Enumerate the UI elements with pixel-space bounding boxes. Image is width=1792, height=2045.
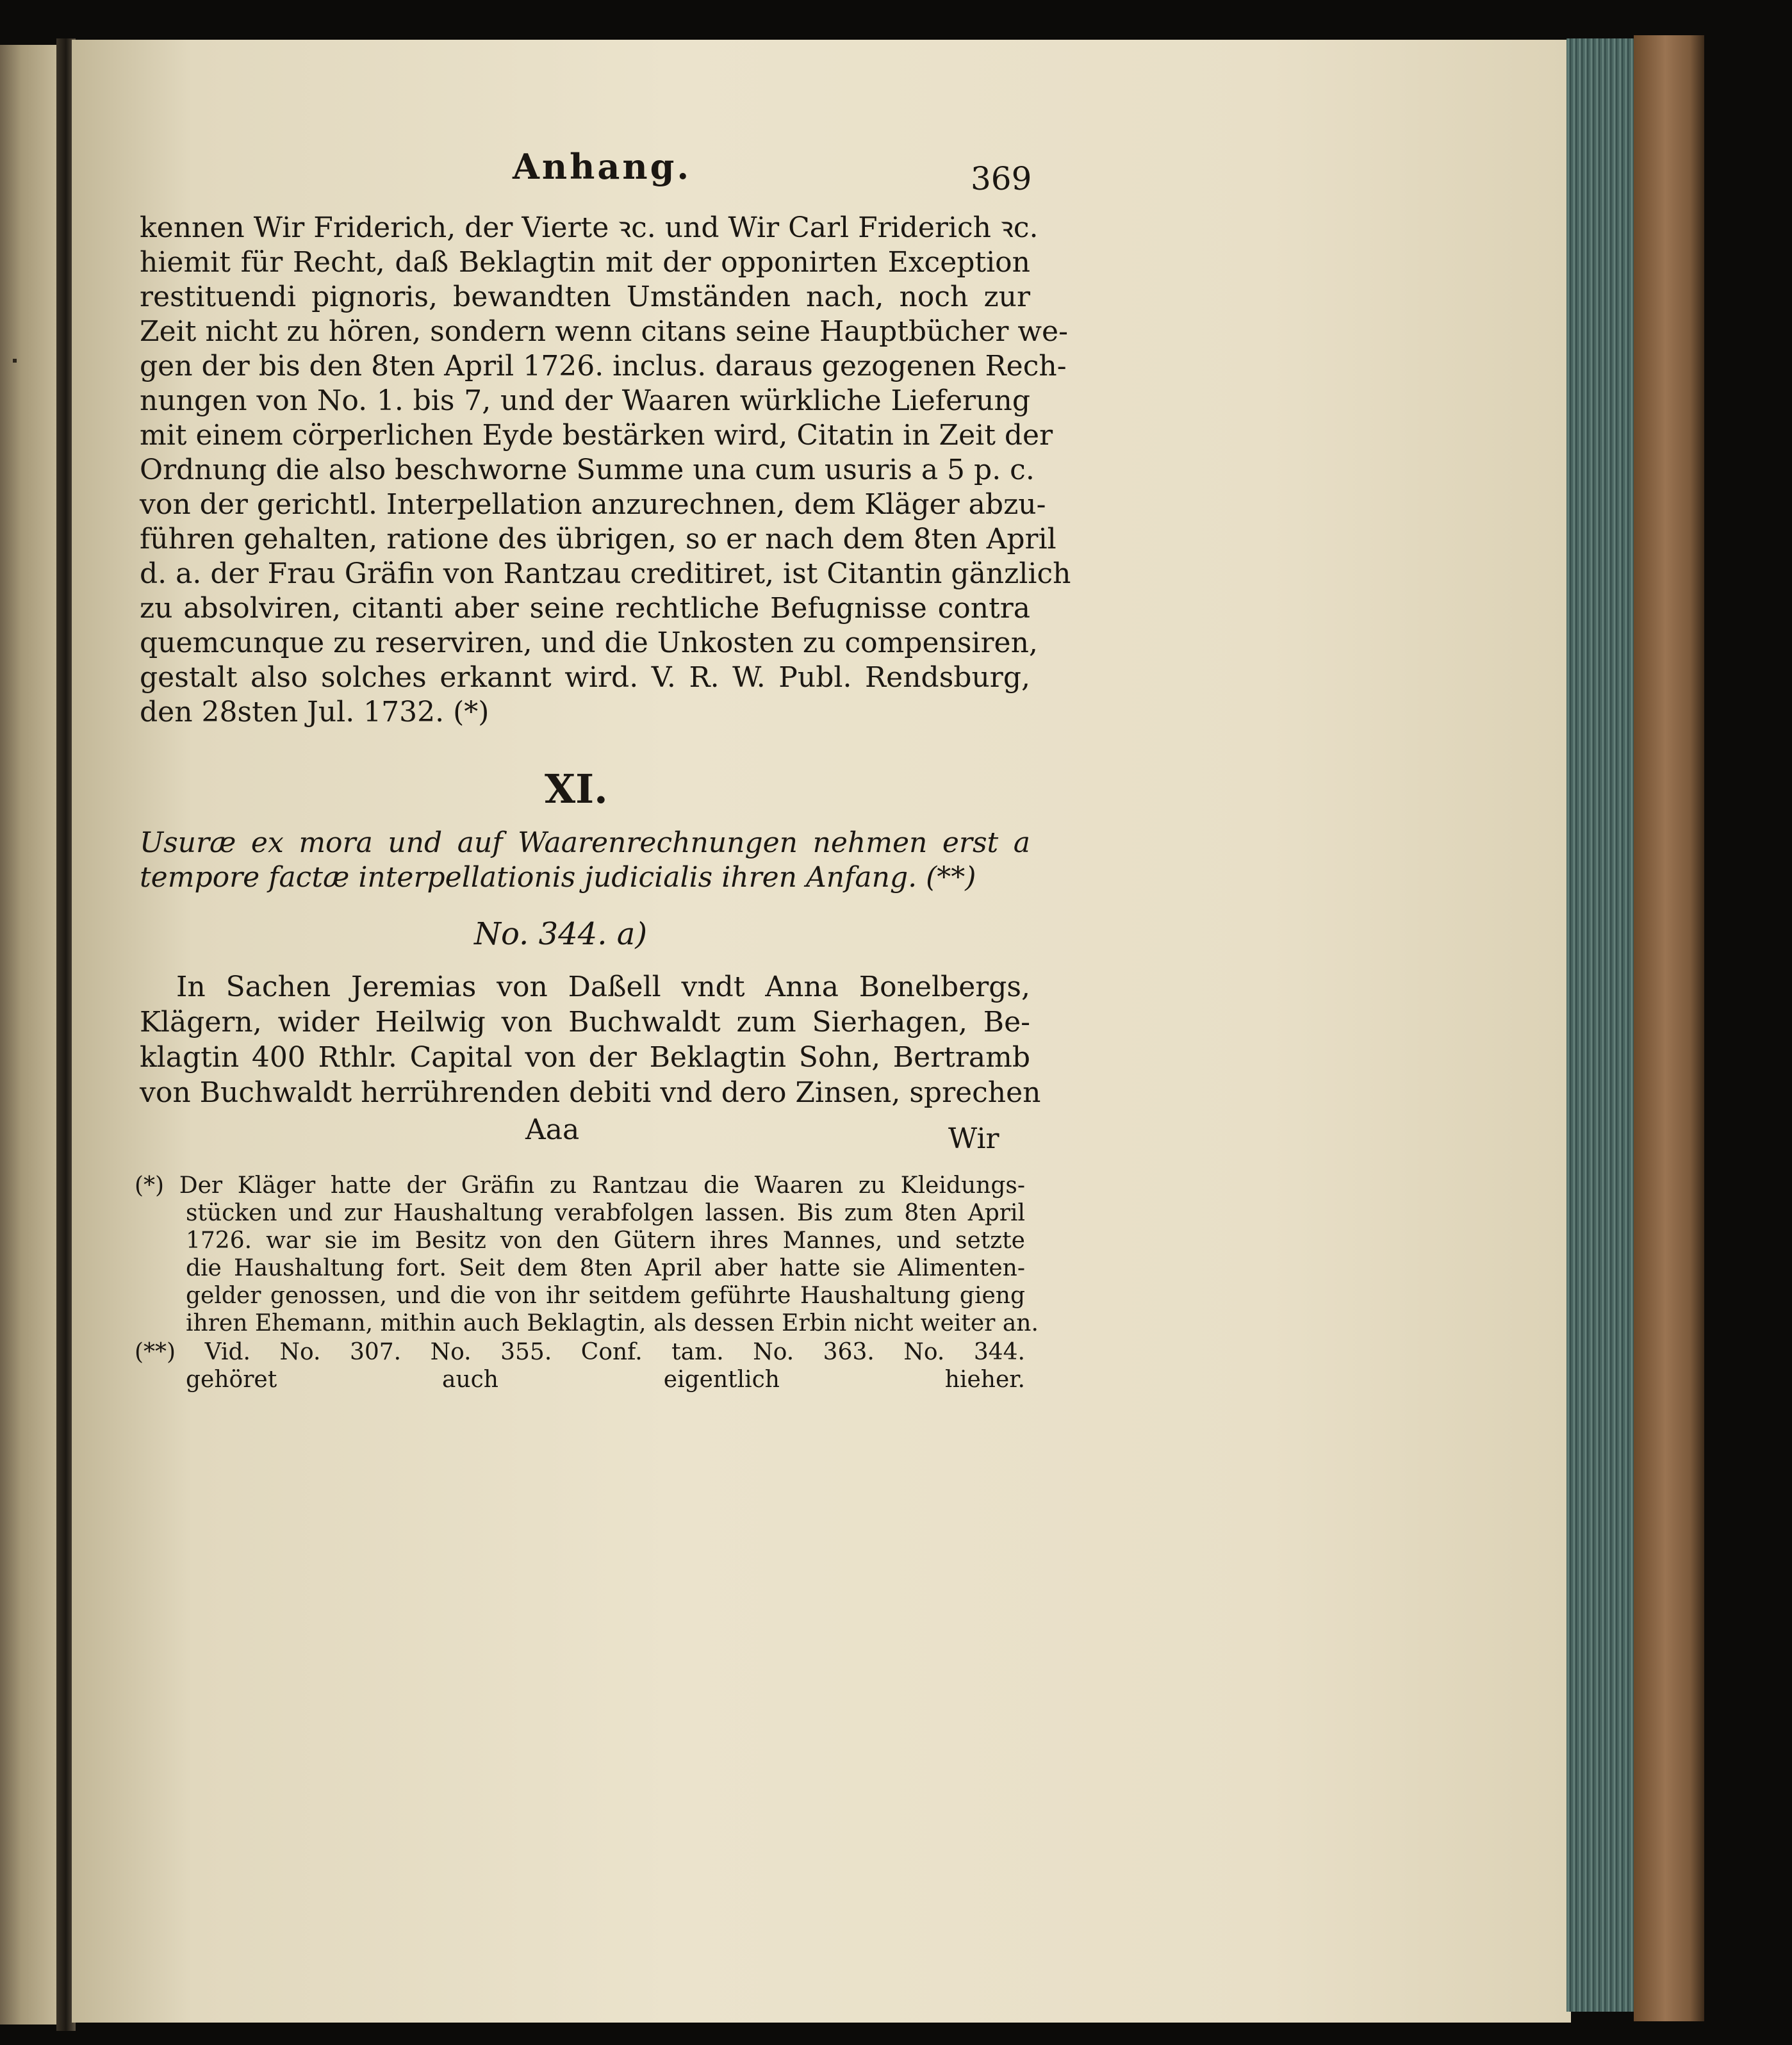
case-number: No. 344. a) [474,916,648,952]
body-line: kennen Wir Friderich, der Vierte ꝛc. und Wir Carl Friderich ꝛc. [140,211,1039,244]
body-line: mit einem cörperlichen Eyde bestärken wird, Citatin in Zeit der [140,419,1053,452]
body-line: nungen von No. 1. bis 7, und der Waaren würkliche Lieferung [140,384,1030,417]
footnote-line: die Haushaltung fort. Seit dem 8ten April aber hatte sie Alimenten- [186,1255,1025,1281]
body-line: zu absolviren, citanti aber seine rechtliche Befugnisse contra [140,592,1030,625]
footnote-line: gelder genossen, und die von ihr seitdem geführte Haushaltung gieng [186,1283,1025,1309]
body-line: Ordnung die also beschworne Summe una cum usuris a 5 p. c. [140,454,1035,486]
body-line: führen gehalten, ratione des übrigen, so er nach dem 8ten April [140,523,1056,555]
body-line: gen der bis den 8ten April 1726. inclus. daraus gezogenen Rech- [140,350,1067,382]
page-number: 369 [971,160,1032,197]
case-line: Klägern, wider Heilwig von Buchwaldt zum Sierhagen, Be- [140,1006,1030,1039]
section-heading: XI. [545,766,608,812]
footnote-line: (**) Vid. No. 307. No. 355. Conf. tam. No. 363. No. 344. [135,1339,1025,1365]
footnote-line: 1726. war sie im Besitz von den Gütern ihres Mannes, und setzte [186,1228,1025,1254]
page-mark [13,359,17,363]
section-summary-line: Usuræ ex mora und auf Waarenrechnungen nehmen erst a [140,826,1030,859]
book-cover [1634,35,1704,2021]
signature-mark: Aaa [525,1113,580,1146]
footnote-line: ihren Ehemann, mithin auch Beklagtin, als dessen Erbin nicht weiter an. [186,1310,1039,1336]
facing-page-edge [0,45,61,2024]
case-line: klagtin 400 Rthlr. Capital von der Beklagtin Sohn, Bertramb [140,1041,1030,1074]
case-line: In Sachen Jeremias von Daßell vndt Anna Bonelbergs, [176,971,1030,1003]
section-summary-line: tempore factæ interpellationis judicialis ihren Anfang. (**) [140,861,976,894]
footnote-line: stücken und zur Haushaltung verabfolgen lassen. Bis zum 8ten April [186,1200,1025,1226]
body-line: hiemit für Recht, daß Beklagtin mit der opponirten Exception [140,246,1030,279]
catchword: Wir [948,1122,999,1155]
body-line: Zeit nicht zu hören, sondern wenn citans seine Hauptbücher we- [140,315,1068,348]
body-line: restituendi pignoris, bewandten Umständen nach, noch zur [140,281,1030,313]
footnote-line: (*) Der Kläger hatte der Gräfin zu Rantzau die Waaren zu Kleidungs- [135,1172,1025,1199]
body-line: quemcunque zu reserviren, und die Unkosten zu compensiren, [140,627,1038,659]
body-line: d. a. der Frau Gräfin von Rantzau creditiret, ist Citantin gänzlich [140,557,1071,590]
body-line: gestalt also solches erkannt wird. V. R. W. Publ. Rendsburg, [140,661,1030,694]
case-line: von Buchwaldt herrührenden debiti vnd dero Zinsen, sprechen [140,1076,1041,1109]
running-head: Anhang. [513,146,692,187]
page-block-edge [1566,38,1637,2012]
footnote-line: gehöret auch eigentlich hieher. [186,1367,1025,1393]
body-line: von der gerichtl. Interpellation anzurechnen, dem Kläger abzu- [140,488,1046,521]
body-line: den 28sten Jul. 1732. (*) [140,696,489,728]
